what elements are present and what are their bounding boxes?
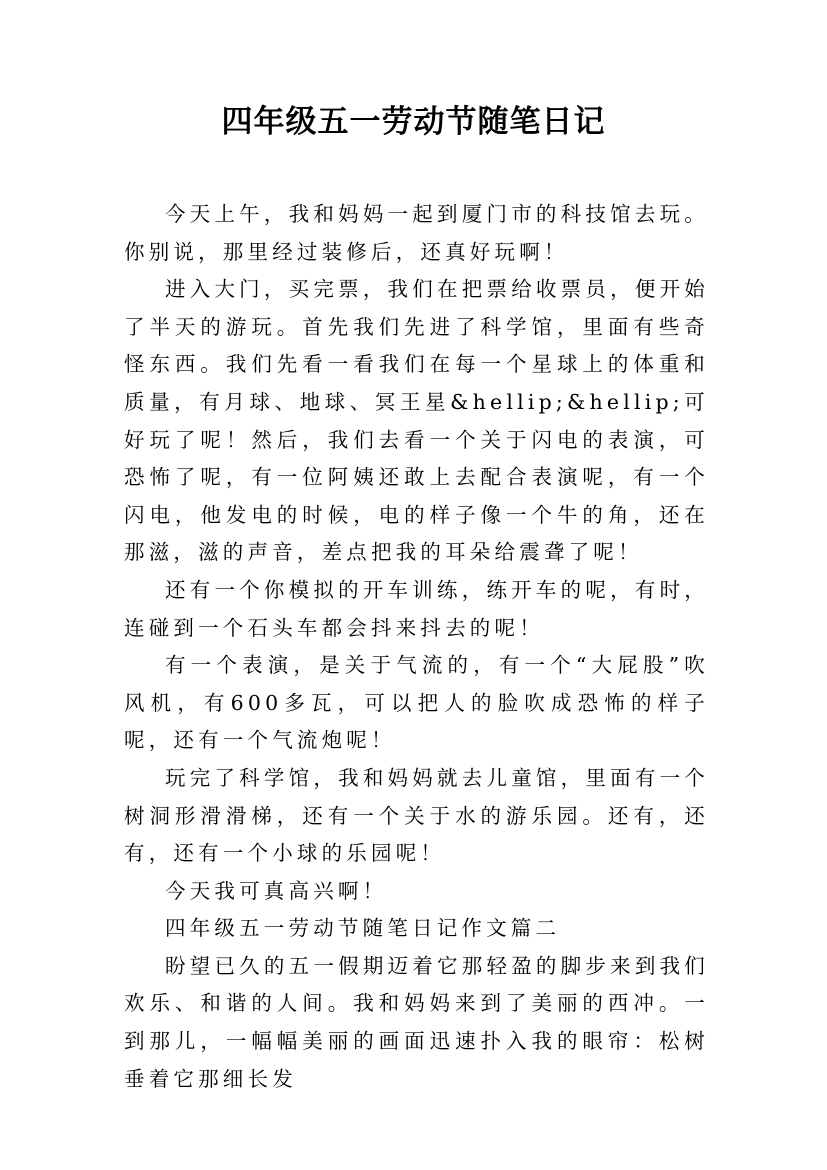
paragraph: 玩完了科学馆，我和妈妈就去儿童馆，里面有一个树洞形滑滑梯，还有一个关于水的游乐园。还有，还有，还有一个小球的乐园呢！ [124,765,709,866]
paragraph: 今天上午，我和妈妈一起到厦门市的科技馆去玩。你别说，那里经过装修后，还真好玩啊！ [124,202,709,264]
document-body [124,196,709,1098]
document-title: 四年级五一劳动节随笔日记 [221,104,606,140]
paragraph: 还有一个你模拟的开车训练，练开车的呢，有时，连碰到一个石头车都会抖来抖去的呢！ [124,577,709,640]
section-heading: 四年级五一劳动节随笔日记作文篇二 [165,916,561,941]
paragraph: 有一个表演，是关于气流的，有一个“大屁股”吹风机，有600多瓦，可以把人的脸吹成恐怖的样子呢，还有一个气流炮呢！ [124,653,709,753]
paragraph: 今天我可真高兴啊！ [165,878,388,903]
paragraph: 进入大门，买完票，我们在把票给收票员，便开始了半天的游玩。首先我们先进了科学馆，里面有些奇怪东西。我们先看一看我们在每一个星球上的体重和质量，有月球、地球、冥王星&hellip;&hellip;可好玩了呢！然后，我们去看一个关于闪电的表演，可恐怖了呢，有一位阿姨还敢上去配合表演呢，有一个闪电，他发电的时候，电的样子像一个牛的角，还在那滋，滋的声音，差点把我的耳朵给震聋了呢！ [124,277,709,565]
paragraph: 盼望已久的五一假期迈着它那轻盈的脚步来到我们欢乐、和谐的人间。我和妈妈来到了美丽的西冲。一到那儿，一幅幅美丽的画面迅速扑入我的眼帘：松树垂着它那细长发 [124,953,709,1091]
